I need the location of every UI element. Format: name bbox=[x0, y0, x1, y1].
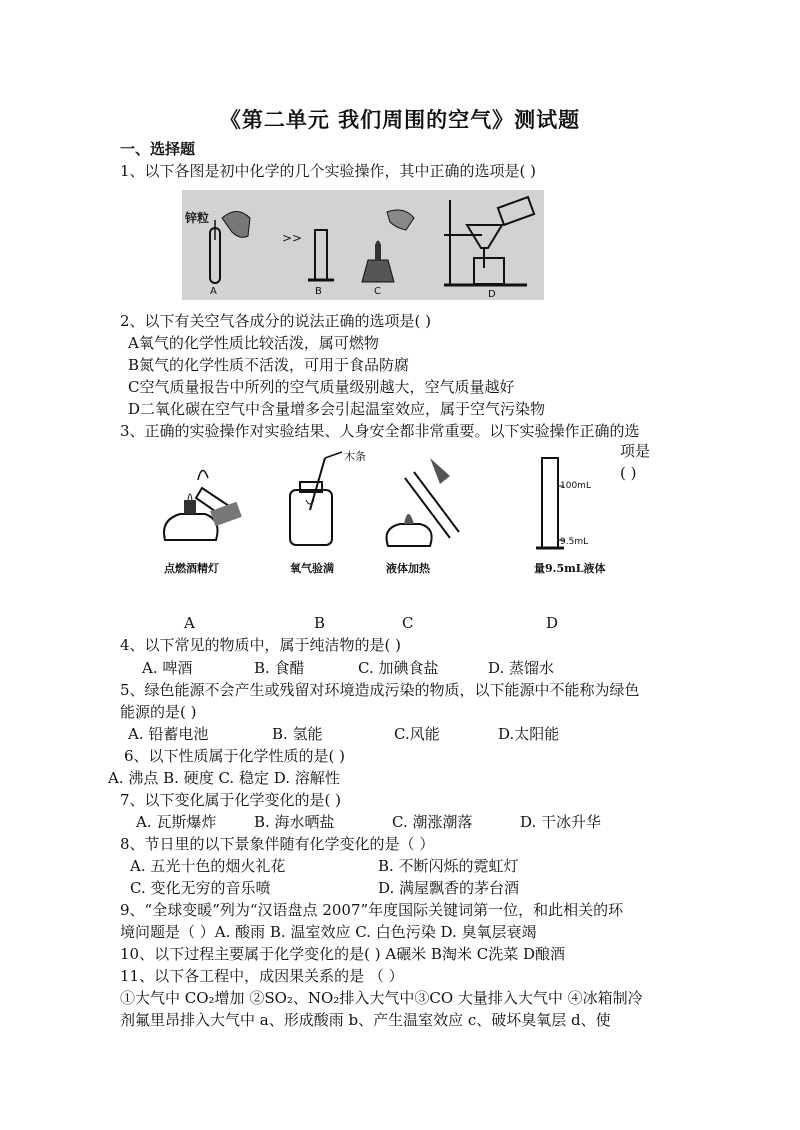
page-title: 《第二单元 我们周围的空气》测试题 bbox=[219, 107, 581, 132]
question-9-line2: 境问题是（ ）A. 酸雨 B. 温室效应 C. 白色污染 D. 臭氧层衰竭 bbox=[120, 923, 537, 941]
q2-option-a: A氧气的化学性质比较活泼，属可燃物 bbox=[128, 334, 379, 352]
q3-letter-d: D bbox=[546, 614, 559, 632]
q3-caption-a: 点燃酒精灯 bbox=[164, 562, 219, 575]
q3-letter-b: B bbox=[314, 614, 326, 632]
question-11-line2: ①大气中 CO₂增加 ②SO₂、NO₂排入大气中③CO 大量排入大气中 ④冰箱制冷 bbox=[120, 989, 643, 1007]
q3-text-cont: 项是 bbox=[620, 442, 651, 460]
zinc-label: 锌粒 bbox=[185, 211, 210, 225]
question-9-line1: 9、“全球变暖”列为“汉语盘点 2007”年度国际关键词第一位，和此相关的环 bbox=[120, 901, 624, 919]
q5-option-b: B. 氢能 bbox=[272, 725, 323, 743]
q2-option-c: C空气质量报告中所列的空气质量级别越大，空气质量越好 bbox=[128, 378, 515, 396]
q1-figure bbox=[182, 190, 544, 300]
q3-answer-paren: ( ) bbox=[620, 464, 637, 482]
question-7: 7、以下变化属于化学变化的是( ) bbox=[120, 791, 342, 809]
wood-label: 木条 bbox=[344, 450, 366, 463]
q3-letter-a: A bbox=[184, 614, 195, 632]
q3-caption-d: 量9.5mL液体 bbox=[534, 562, 606, 575]
q7-options bbox=[136, 811, 601, 833]
q7-option-d: D. 干冰升华 bbox=[520, 813, 602, 831]
q3-caption-b: 氧气验满 bbox=[290, 562, 334, 575]
q8-option-d: D. 满屋飘香的茅台酒 bbox=[378, 879, 520, 897]
question-10: 10、以下过程主要属于化学变化的是( ) A碾米 B淘米 C洗菜 D酿酒 bbox=[120, 945, 565, 963]
question-1: 1、以下各图是初中化学的几个实验操作，其中正确的选项是( ) bbox=[120, 162, 537, 180]
q5-text-cont: 能源的是( ) bbox=[120, 703, 197, 721]
q6-options: A. 沸点 B. 硬度 C. 稳定 D. 溶解性 bbox=[108, 769, 340, 787]
svg-text:>>: >> bbox=[282, 231, 303, 245]
q5-options bbox=[128, 723, 559, 745]
question-5: 5、绿色能源不会产生或残留对环境造成污染的物质，以下能源中不能称为绿色 bbox=[120, 681, 640, 699]
q8-option-b: B. 不断闪烁的霓虹灯 bbox=[378, 857, 519, 875]
q3-figure bbox=[150, 448, 610, 583]
fig-c-label: C bbox=[374, 286, 381, 297]
q2-option-b: B氮气的化学性质不活泼，可用于食品防腐 bbox=[128, 356, 410, 374]
q5-option-c: C.风能 bbox=[394, 725, 440, 743]
section-heading: 一、选择题 bbox=[120, 140, 196, 158]
q4-option-b: B. 食醋 bbox=[254, 659, 305, 677]
question-11-line3: 剂氟里昂排入大气中 a、形成酸雨 b、产生温室效应 c、破坏臭氧层 d、使 bbox=[120, 1011, 611, 1029]
cyl-bottom-label: 9.5mL bbox=[560, 537, 589, 547]
q5-option-d: D.太阳能 bbox=[498, 725, 560, 743]
cyl-top-label: 100mL bbox=[560, 481, 591, 491]
fig-d-label: D bbox=[488, 289, 496, 300]
q2-option-d: D二氧化碳在空气中含量增多会引起温室效应，属于空气污染物 bbox=[128, 400, 546, 418]
fig-b-label: B bbox=[315, 286, 322, 297]
fig-a-label: A bbox=[210, 286, 217, 297]
q4-option-a: A. 啤酒 bbox=[142, 659, 193, 677]
question-4: 4、以下常见的物质中，属于纯洁物的是( ) bbox=[120, 636, 402, 654]
q7-option-c: C. 潮涨潮落 bbox=[392, 813, 473, 831]
question-8: 8、节日里的以下景象伴随有化学变化的是（ ） bbox=[120, 835, 435, 853]
question-6: 6、以下性质属于化学性质的是( ) bbox=[124, 747, 346, 765]
q3-caption-c: 液体加热 bbox=[386, 562, 430, 575]
q8-option-c: C. 变化无穷的音乐喷 bbox=[130, 879, 271, 897]
q8-option-a: A. 五光十色的烟火礼花 bbox=[130, 857, 286, 875]
q7-option-b: B. 海水晒盐 bbox=[254, 813, 335, 831]
question-11: 11、以下各工程中，成因果关系的是 （ ） bbox=[120, 967, 404, 985]
question-2: 2、以下有关空气各成分的说法正确的选项是( ) bbox=[120, 312, 432, 330]
q7-option-a: A. 瓦斯爆炸 bbox=[136, 813, 217, 831]
q4-option-d: D. 蒸馏水 bbox=[488, 659, 555, 677]
q4-option-c: C. 加碘食盐 bbox=[358, 659, 439, 677]
q5-option-a: A. 铅蓄电池 bbox=[128, 725, 209, 743]
q4-options bbox=[142, 657, 554, 679]
question-3: 3、正确的实验操作对实验结果、人身安全都非常重要。以下实验操作正确的选 bbox=[120, 422, 640, 440]
q3-letter-c: C bbox=[402, 614, 414, 632]
